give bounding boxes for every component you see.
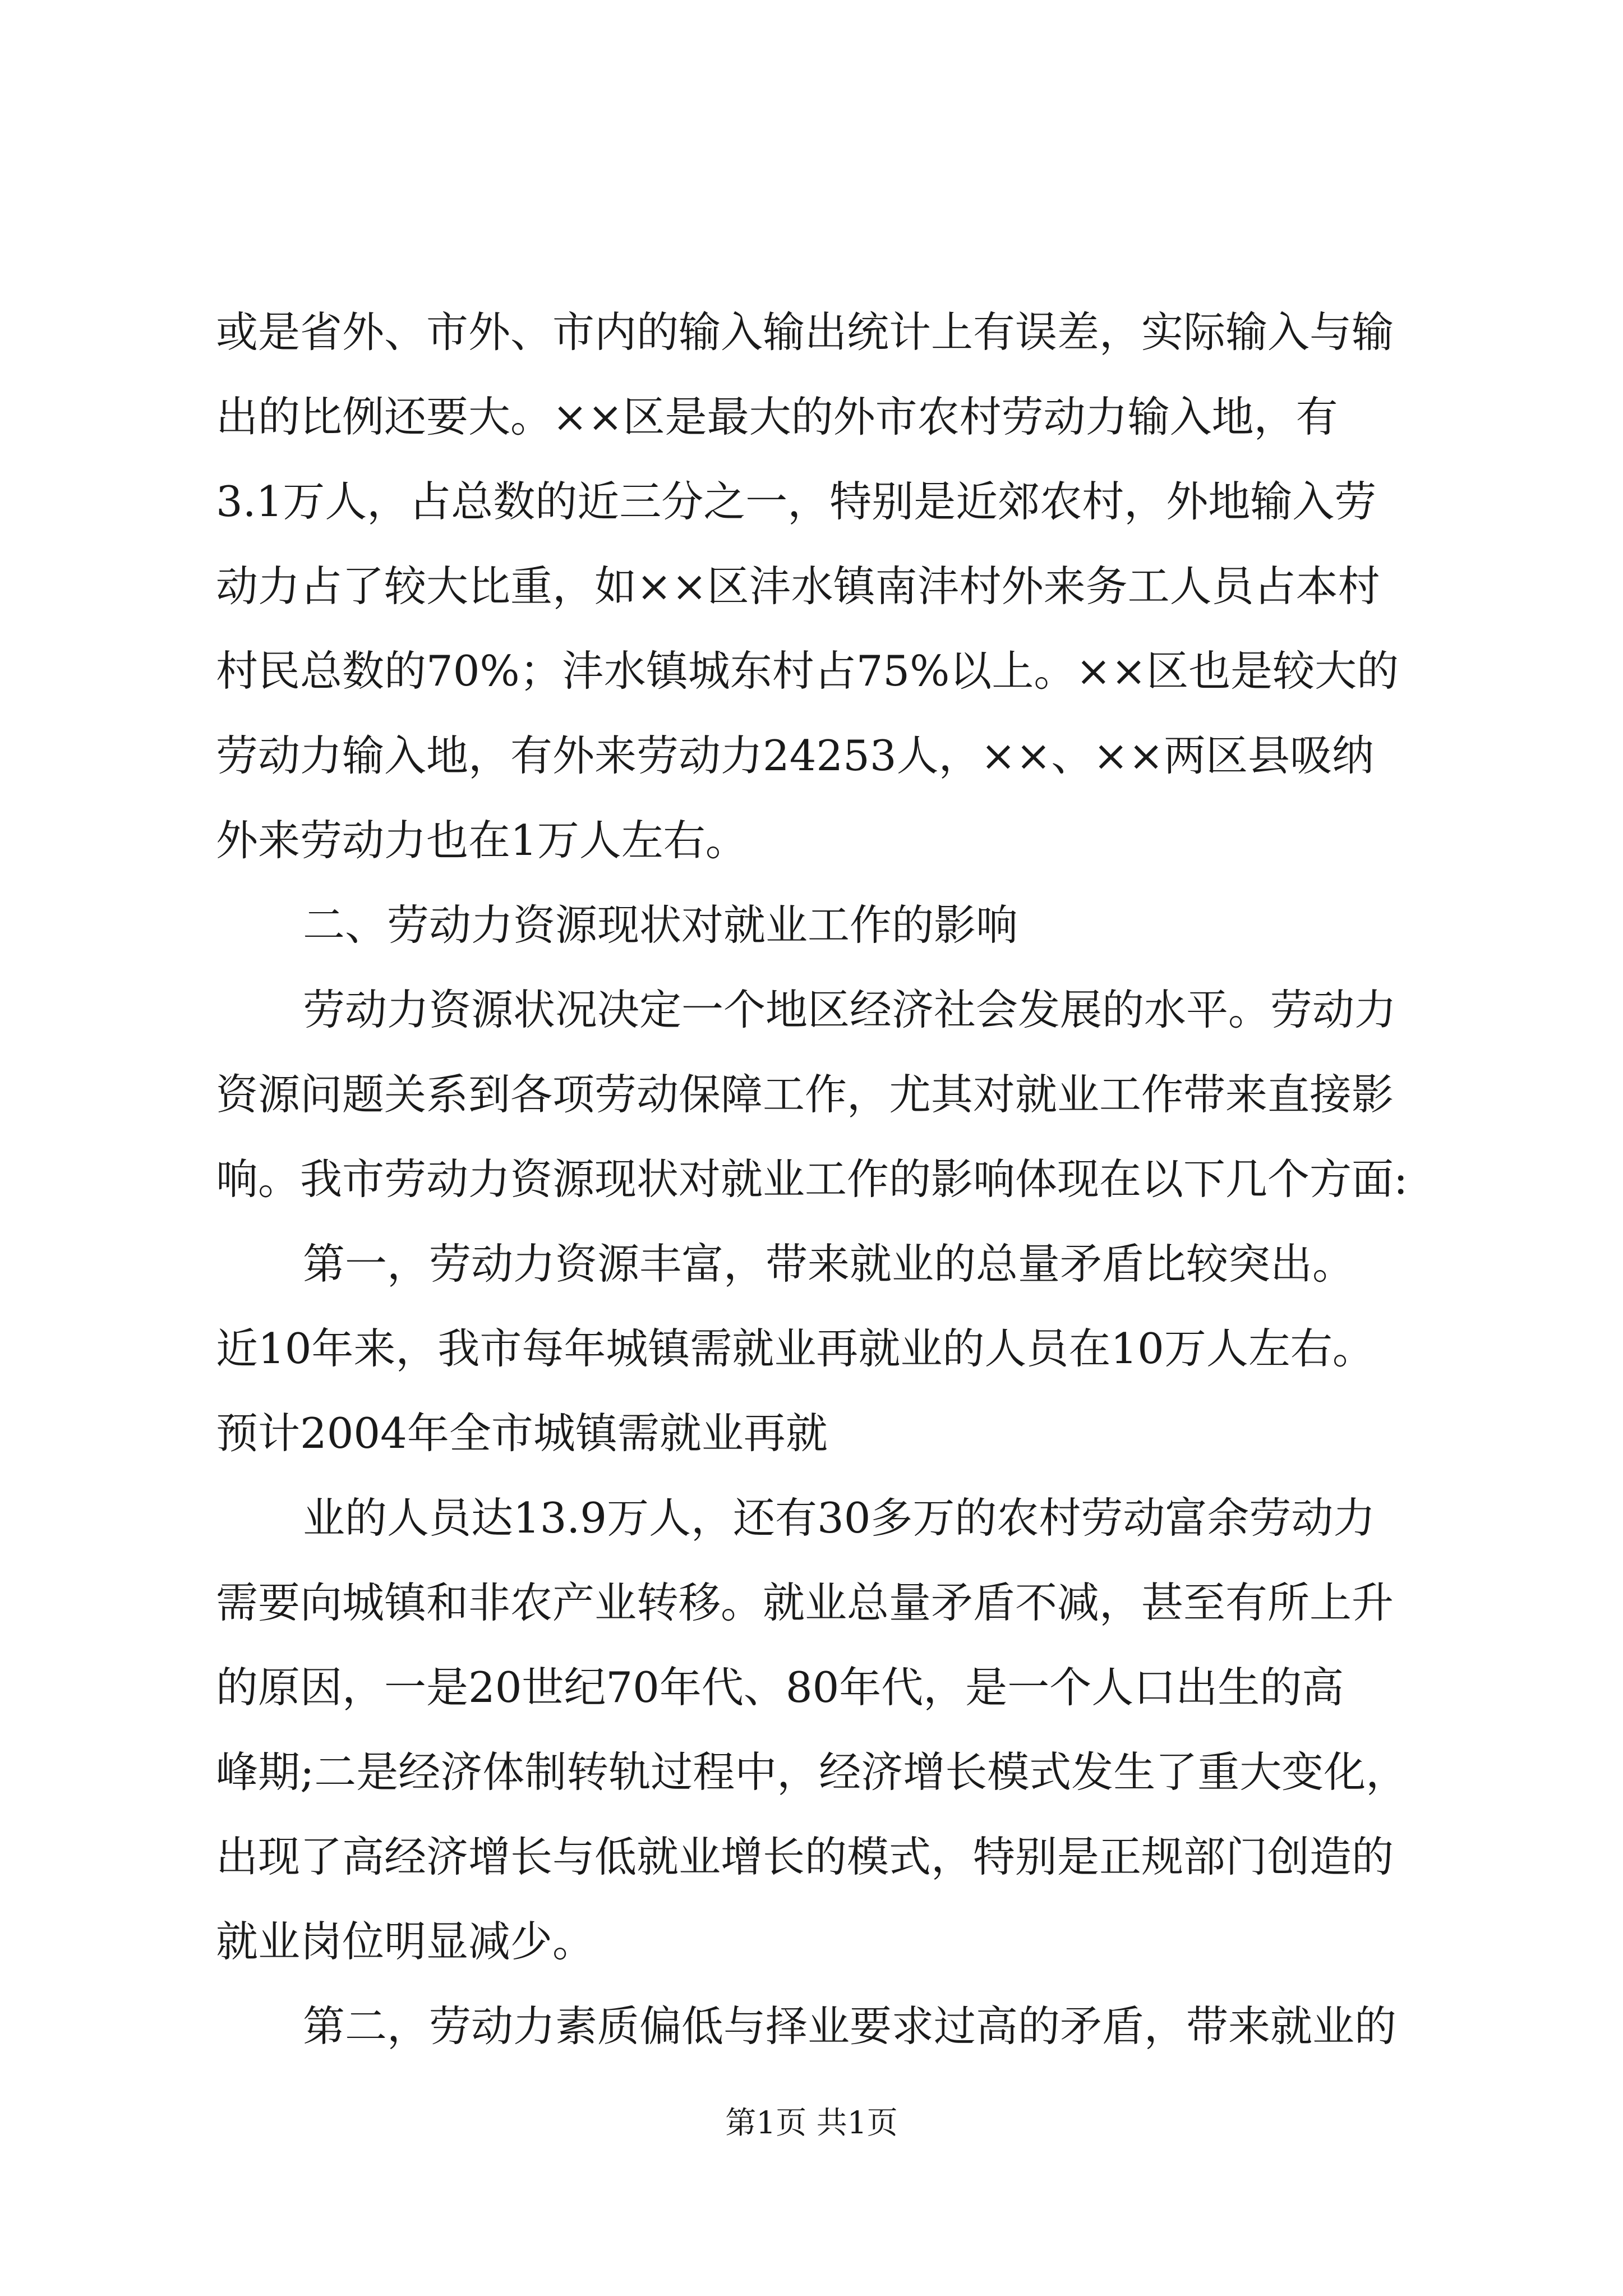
text-line: 出的比例还要大。××区是最大的外市农村劳动力输入地，有 [216, 392, 1338, 441]
text-line: 响。我市劳动力资源现状对就业工作的影响体现在以下几个方面: [216, 1154, 1408, 1204]
text-line: 出现了高经济增长与低就业增长的模式，特别是正规部门创造的 [216, 1832, 1394, 1881]
text-line: 第一，劳动力资源丰富，带来就业的总量矛盾比较突出。 [303, 1239, 1355, 1289]
text-line: 动力占了较大比重，如××区沣水镇南沣村外来务工人员占本村 [216, 562, 1380, 611]
text-line: 资源问题关系到各项劳动保障工作，尤其对就业工作带来直接影 [216, 1070, 1394, 1119]
text-line: 劳动力资源状况决定一个地区经济社会发展的水平。劳动力 [303, 985, 1397, 1034]
text-line: 村民总数的70%；沣水镇城东村占75%以上。××区也是较大的 [216, 646, 1399, 696]
section-heading: 二、劳动力资源现状对就业工作的影响 [303, 900, 1018, 950]
text-line: 近10年来，我市每年城镇需就业再就业的人员在10万人左右。 [216, 1324, 1375, 1373]
text-line: 需要向城镇和非农产业转移。就业总量矛盾不减，甚至有所上升 [216, 1578, 1394, 1627]
text-line: 就业岗位明显减少。 [216, 1917, 595, 1966]
text-line: 3.1万人，占总数的近三分之一，特别是近郊农村，外地输入劳 [216, 477, 1377, 526]
text-line: 的原因，一是20世纪70年代、80年代，是一个人口出生的高 [216, 1663, 1344, 1712]
text-line: 或是省外、市外、市内的输入输出统计上有误差，实际输入与输 [216, 307, 1394, 357]
text-line: 外来劳动力也在1万人左右。 [216, 816, 748, 865]
text-line: 第二，劳动力素质偏低与择业要求过高的矛盾，带来就业的 [303, 2001, 1397, 2051]
text-line: 业的人员达13.9万人，还有30多万的农村劳动富余劳动力 [303, 1493, 1376, 1543]
text-line: 劳动力输入地，有外来劳动力24253人，××、××两区县吸纳 [216, 731, 1374, 780]
page-footer: 第1页 共1页 [725, 2105, 898, 2141]
text-line: 预计2004年全市城镇需就业再就 [216, 1409, 828, 1458]
text-line: 峰期;二是经济体制转轨过程中，经济增长模式发生了重大变化， [216, 1747, 1408, 1797]
